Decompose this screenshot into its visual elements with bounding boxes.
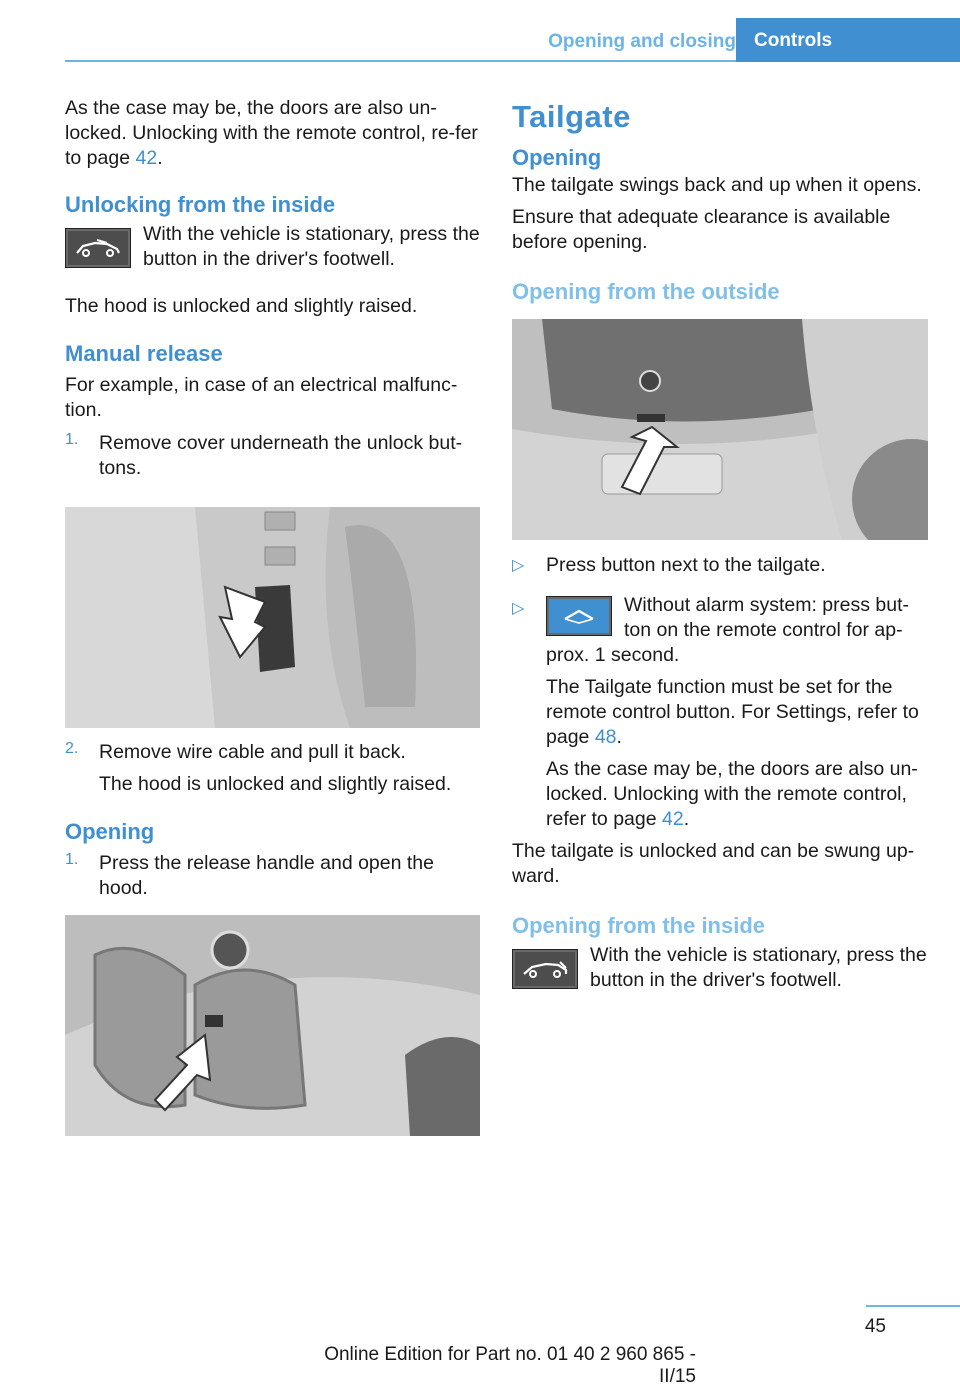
page-link-42[interactable]: 42	[135, 147, 158, 169]
step-2-subtext: The hood is unlocked and slightly raised.	[99, 773, 452, 795]
car-tailgate-button-icon	[512, 949, 578, 989]
bullet-press-button: ▷ Press button next to the tailgate.	[512, 554, 826, 576]
remote-bullet-text-start: Without alarm system: press but-ton on the remote control for ap-	[624, 594, 909, 641]
remote-tailgate-button-icon	[546, 596, 612, 636]
opening-text-2: Ensure that adequate clearance is available before opening.	[512, 206, 891, 253]
page-link-42-right[interactable]: 42	[662, 808, 684, 830]
manual-release-text: For example, in case of an electrical malfunc-tion.	[65, 374, 458, 421]
opening-inside-text: With the vehicle is stationary, press the button in the driver's footwell.	[590, 944, 927, 991]
opening-text-1: The tailgate swings back and up when it opens.	[512, 174, 922, 196]
manual-release-heading: Manual release	[65, 341, 223, 366]
unlock-inside-row	[65, 224, 480, 272]
footwell-cover-image	[65, 507, 480, 728]
doors-unlocked-text: As the case may be, the doors are also un-locked. Unlocking with the remote control, refer to page 42.	[546, 758, 918, 830]
intro-paragraph: As the case may be, the doors are also un-locked. Unlocking with the remote control, re-fer to page 42.	[65, 97, 478, 169]
right-column	[512, 96, 928, 993]
opening-heading-right: Opening	[512, 145, 602, 170]
opening-step-1: 1. Press the release handle and open the hood.	[65, 851, 434, 899]
page-link-48[interactable]: 48	[594, 726, 617, 748]
tailgate-unlocked-text: The tailgate is unlocked and can be swung up-ward.	[512, 840, 915, 887]
edition-text: Online Edition for Part no. 01 40 2 960 865 - II/15	[324, 1344, 696, 1387]
tailgate-outside-image	[512, 319, 928, 540]
remote-bullet-text: prox. 1 second.	[546, 644, 680, 666]
car-hood-button-icon	[65, 228, 131, 268]
opening-inside-row	[512, 945, 928, 993]
page-number: 45	[864, 1316, 886, 1337]
footer-rule	[866, 1305, 960, 1307]
opening-inside-heading: Opening from the inside	[512, 913, 766, 938]
left-column	[65, 96, 480, 1136]
step-1: 1. Remove cover underneath the unlock but-tons.	[65, 431, 463, 479]
header-section-title: Opening and closing	[548, 31, 736, 52]
hood-unlocked-text: The hood is unlocked and slightly raised.	[65, 295, 418, 317]
bullet-remote-control: ▷ Without alarm system: press but-ton on the remote control for ap-	[512, 596, 928, 643]
unlock-inside-text: With the vehicle is stationary, press the button in the driver's footwell.	[143, 223, 480, 270]
opening-heading-left: Opening	[65, 819, 155, 844]
tailgate-function-text: The Tailgate function must be set for the remote control button. For Settings, refer to page 48.	[546, 676, 919, 748]
hood-release-image	[65, 915, 480, 1136]
tailgate-heading: Tailgate	[512, 99, 631, 134]
unlocking-inside-heading: Unlocking from the inside	[65, 192, 336, 217]
header-tab-controls[interactable]: Controls	[736, 18, 960, 62]
opening-outside-heading: Opening from the outside	[512, 279, 780, 304]
step-2: 2. Remove wire cable and pull it back.	[65, 740, 406, 763]
